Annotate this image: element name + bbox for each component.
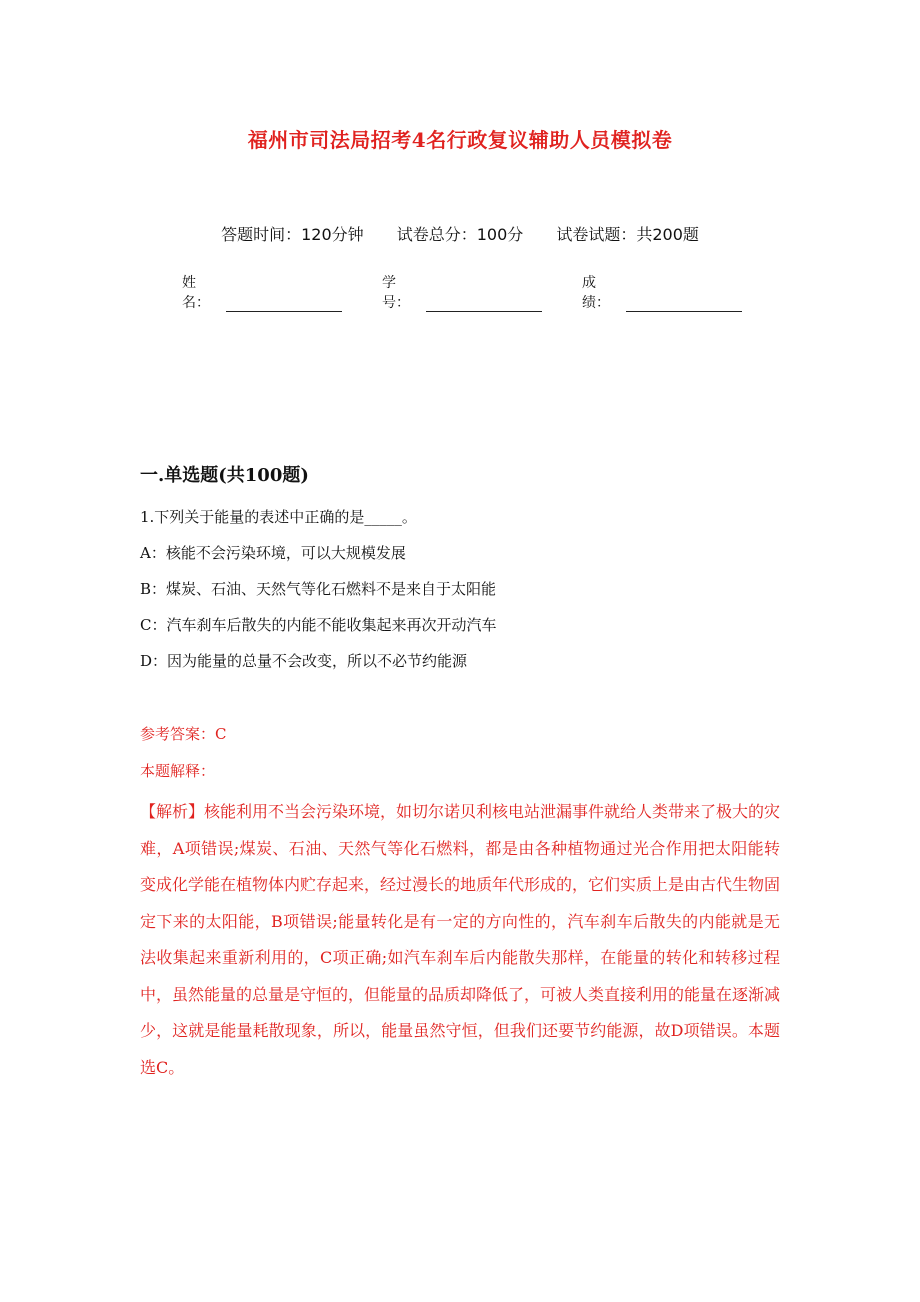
page-title: 福州市司法局招考4名行政复议辅助人员模拟卷: [247, 128, 673, 152]
exam-total-score: 试卷总分：100分: [396, 225, 524, 244]
candidate-info-row: [182, 272, 782, 312]
student-id-label: 学号：: [382, 275, 410, 311]
exam-question-count: 试卷试题：共200题: [556, 225, 699, 244]
name-blank: [226, 297, 342, 312]
option-d: D：因为能量的总量不会改变，所以不必节约能源: [140, 652, 468, 670]
name-label: 姓名：: [182, 275, 210, 311]
score-field: [582, 272, 742, 312]
reference-answer: 参考答案：C: [140, 725, 227, 743]
explanation-label: 本题解释：: [140, 762, 216, 780]
exam-info: [0, 222, 920, 245]
student-id-field: [382, 272, 542, 312]
student-id-blank: [426, 297, 542, 312]
section-heading: 一.单选题(共100题): [140, 465, 309, 486]
option-c: C：汽车刹车后散失的内能不能收集起来再次开动汽车: [140, 616, 497, 634]
question-stem: 1.下列关于能量的表述中正确的是_____。: [140, 508, 417, 526]
option-b: B：煤炭、石油、天然气等化石燃料不是来自于太阳能: [140, 580, 497, 598]
exam-time: 答题时间：120分钟: [221, 225, 364, 244]
explanation-text: 【解析】核能利用不当会污染环境，如切尔诺贝利核电站泄漏事件就给人类带来了极大的灾难，A项错误;煤炭、石油、天然气等化石燃料，都是由各种植物通过光合作用把太阳能转变成化学能在植物体内贮存起来，经过漫长的地质年代形成的，它们实质上是由古代生物固定下来的太阳能，B项错误;能量转化是有一定的方向性的，汽车刹车后散失的内能就是无法收集起来重新利用的，C项正确;如汽车刹车后内能散失那样，在能量的转化和转移过程中，虽然能量的总量是守恒的，但能量的品质却降低了，可被人类直接利用的能量在逐渐减少，这就是能量耗散现象，所以，能量虽然守恒，但我们还要节约能源，故D项错误。本题选C。: [140, 802, 781, 1077]
score-label: 成绩：: [582, 275, 610, 311]
name-field: [182, 272, 342, 312]
option-a: A：核能不会污染环境，可以大规模发展: [140, 544, 406, 562]
score-blank: [626, 297, 742, 312]
